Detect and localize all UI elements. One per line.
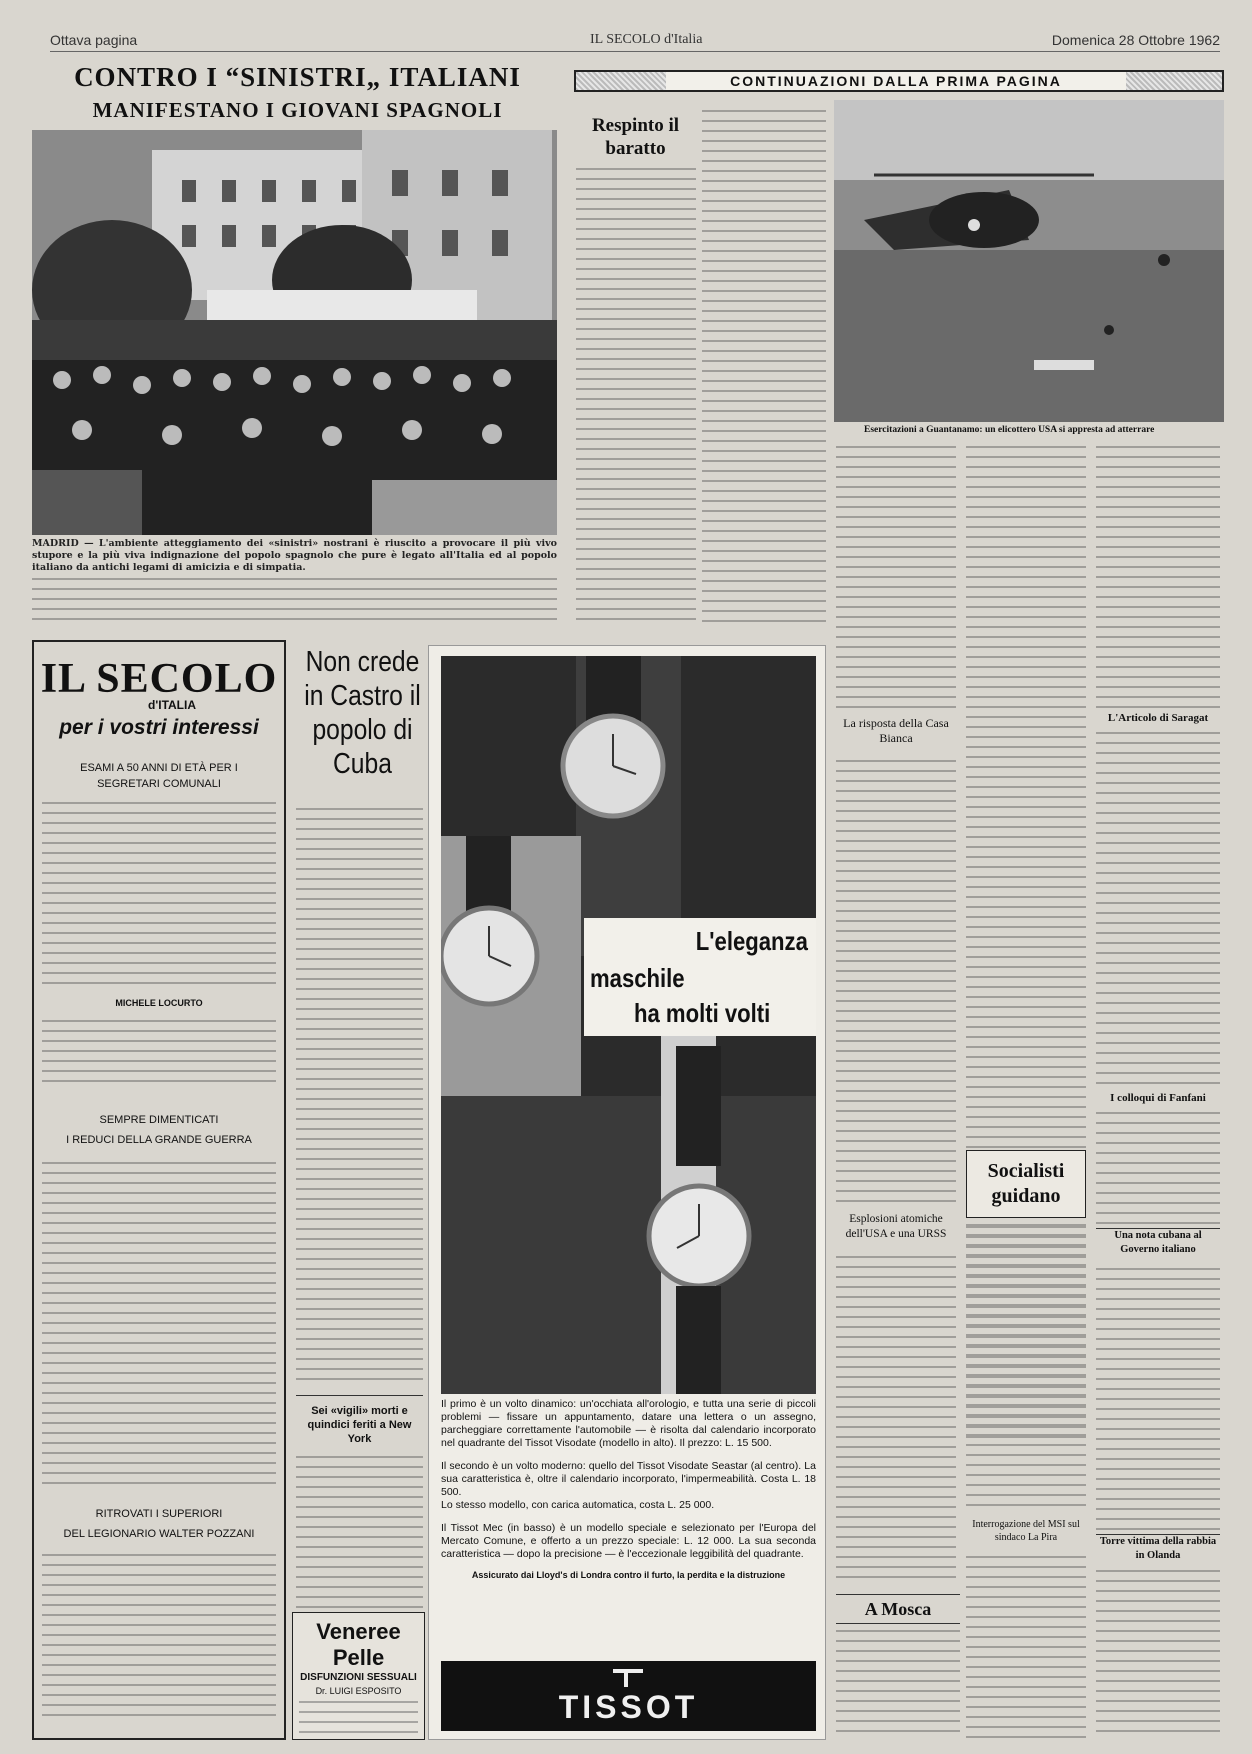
torre-headline: Torre vittima della rabbia in Olanda <box>1096 1534 1220 1566</box>
tissot-headline-box <box>584 918 816 1036</box>
cubana-headline: Una nota cubana al Governo italiano <box>1096 1228 1220 1264</box>
cubana-body <box>1096 1268 1220 1530</box>
saragat-headline: L'Articolo di Saragat <box>1107 712 1209 724</box>
tissot-headline-1: L'eleganza <box>695 926 808 956</box>
pozzani-headline-a: RITROVATI I SUPERIORI <box>95 1508 223 1520</box>
fanfani-body <box>1096 1112 1220 1224</box>
esami-body <box>42 802 276 992</box>
socialisti-box <box>966 1150 1086 1218</box>
reduci-headline-b: I REDUCI DELLA GRANDE GUERRA <box>66 1134 252 1146</box>
masthead-small: IL SECOLO d'Italia <box>590 32 703 47</box>
socialisti-headline: Socialisti guidano <box>987 1160 1065 1207</box>
respinto-body <box>576 168 696 628</box>
pozzani-headline-b: DEL LEGIONARIO WALTER POZZANI <box>63 1528 255 1540</box>
helicopter-photo <box>834 100 1224 422</box>
torre-body <box>1096 1570 1220 1740</box>
veneree-title: Veneree Pelle <box>316 1619 401 1670</box>
esami-note <box>42 1020 276 1090</box>
caption-label: MADRID <box>32 538 79 549</box>
tissot-headline-2: maschile <box>590 963 685 993</box>
lead-headline-2: MANIFESTANO I GIOVANI SPAGNOLI <box>92 98 503 122</box>
respinto-headline: Respinto il baratto <box>591 115 680 159</box>
reduci-headline-a: SEMPRE DIMENTICATI <box>99 1114 219 1126</box>
tissot-paragraph-3: Il Tissot Mec (in basso) è un modello speciale e selezionato per l'Europa del Mercato Comune, e offerto a un prezzo speciale: L. 12 000. La sua seconda caratteristica — dopo la precisione — è l'eccezionale leggibilità del quadrante. <box>441 1522 816 1560</box>
veneree-doctor: Dr. LUIGI ESPOSITO <box>315 1686 402 1696</box>
tissot-copy <box>441 1398 816 1582</box>
tissot-brand-block <box>441 1661 816 1731</box>
tissot-ad <box>428 645 826 1740</box>
lead-caption <box>32 538 557 628</box>
tissot-paragraph-1: Il primo è un volto dinamico: un'occhiata all'orologio, e tutta una serie di piccoli problemi — fissare un appuntamento, datare una lettera o un assegno, parcheggiare correttamente l'automobile — è risolta dal calendario incorporato nel quadrante del Tissot Visodate (modello in alto). Il prezzo: L. 15 500. <box>441 1398 816 1449</box>
photo-illustration <box>32 130 557 535</box>
running-header <box>50 30 1220 52</box>
veneree-address <box>299 1701 418 1740</box>
continuazioni-column-2 <box>702 110 826 628</box>
tissot-paragraph-2: Il secondo è un volto moderno: quello del Tissot Visodate Seastar (al centro). La sua caratteristica è, oltre il calendario incorporato, l'impermeabilità. Costa L. 18 500. <box>441 1460 816 1498</box>
secolo-interests-box <box>32 640 286 1740</box>
esami-headline: ESAMI A 50 ANNI DI ETÀ PER I SEGRETARI COMUNALI <box>80 762 238 790</box>
casa-bianca-headline: La risposta della Casa Bianca <box>843 716 949 745</box>
mosca-headline: A Mosca <box>864 1599 932 1619</box>
tissot-t-logo-icon <box>613 1669 643 1689</box>
veneree-ad <box>292 1612 425 1740</box>
secolo-tagline: per i vostri interessi <box>59 716 259 739</box>
right-col-a-bottom <box>836 1256 956 1586</box>
saragat-body <box>1096 732 1220 1092</box>
secolo-logo-sub: d'ITALIA <box>148 698 196 712</box>
tissot-guarantee: Assicurato dai Lloyd's di Londra contro il furto, la perdita e la distruzione <box>471 1570 786 1580</box>
lead-headline-1: CONTRO I “SINISTRI„ ITALIANI <box>74 62 521 92</box>
right-col-c-top <box>1096 446 1220 711</box>
msi-headline: Interrogazione del MSI sul sindaco La Pira <box>972 1519 1080 1543</box>
right-col-a-mid <box>836 760 956 1210</box>
castro-headline: Non crede in Castro il popolo di Cuba <box>304 646 421 780</box>
right-col-b-mid <box>966 1224 1086 1514</box>
veneree-subtitle: DISFUNZIONI SESSUALI <box>300 1672 417 1683</box>
helicopter-caption: Esercitazioni a Guantanamo: un elicottero USA si appresta ad atterrare <box>864 425 1155 435</box>
reduci-body <box>42 1162 276 1492</box>
caption-text: — L'ambiente atteggiamento dei «sinistri» nostrani è riuscito a provocare il più vivo stupore e la più viva indignazione del popolo spagnolo che pure è legato all'Italia ed al popolo italiano da antichi legami di amicizia e di simpatia. <box>32 538 557 573</box>
madrid-demonstration-photo <box>32 130 557 535</box>
right-col-b-bottom <box>966 1556 1086 1740</box>
tissot-visual <box>441 656 816 1394</box>
mosca-box <box>836 1594 960 1624</box>
caption-continued-lines <box>32 578 557 628</box>
secolo-logo: IL SECOLO <box>40 656 278 702</box>
helicopter-illustration <box>834 100 1224 422</box>
esami-signature: MICHELE LOCURTO <box>115 998 203 1008</box>
castro-body <box>296 808 423 1388</box>
pozzani-body <box>42 1554 276 1724</box>
right-col-a-top <box>836 446 956 716</box>
mosca-body <box>836 1630 960 1740</box>
esplosioni-headline: Esplosioni atomiche dell'USA e una URSS <box>845 1213 947 1240</box>
tissot-paragraph-2b: Lo stesso modello, con carica automatica, costa L. 25 000. <box>441 1499 715 1511</box>
tissot-headline-3: ha molti volti <box>634 998 771 1028</box>
continuazioni-banner <box>574 70 1224 92</box>
tissot-brand-name: TISSOT <box>558 1689 699 1725</box>
issue-date: Domenica 28 Ottobre 1962 <box>1051 32 1220 48</box>
page-number-label: Ottava pagina <box>50 32 138 48</box>
fanfani-headline: I colloqui di Fanfani <box>1110 1092 1206 1104</box>
vigili-headline: Sei «vigili» morti e quindici feriti a New York <box>307 1405 412 1445</box>
continuazioni-title: CONTINUAZIONI DALLA PRIMA PAGINA <box>666 72 1126 90</box>
